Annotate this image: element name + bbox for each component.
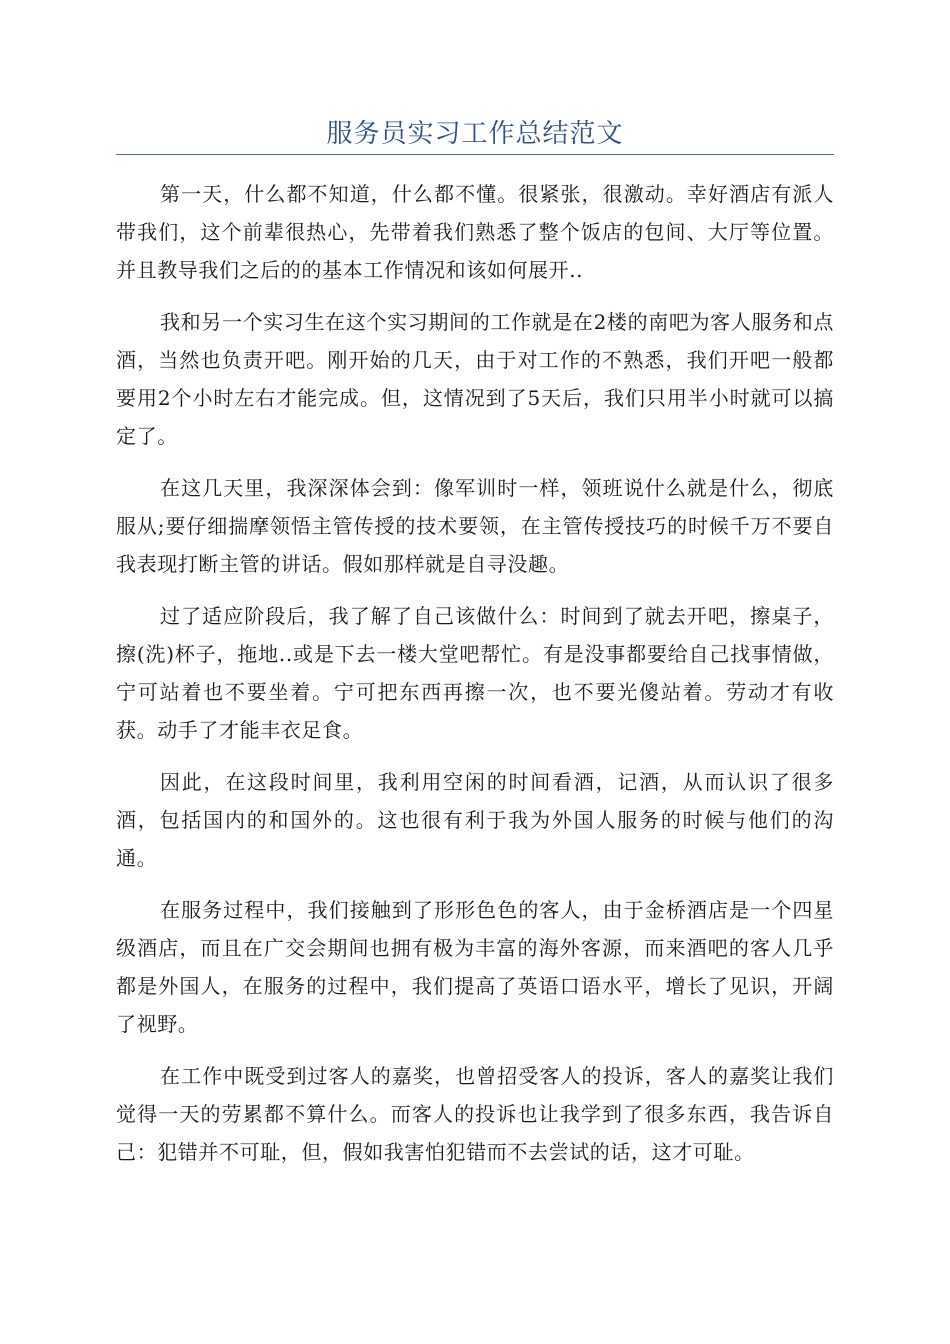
document-title: 服务员实习工作总结范文 xyxy=(326,119,624,149)
title-underline xyxy=(116,154,834,155)
paragraph-5: 因此，在这段时间里，我利用空闲的时间看酒，记酒，从而认识了很多酒，包括国内的和国外的。这也很有利于我为外国人服务的时候与他们的沟通。 xyxy=(116,770,834,870)
paragraph-7: 在工作中既受到过客人的嘉奖，也曾招受客人的投诉，客人的嘉奖让我们觉得一天的劳累都不算什么。而客人的投诉也让我学到了很多东西，我告诉自己：犯错并不可耻，但，假如我害怕犯错而不去尝试的话，这才可耻。 xyxy=(116,1064,834,1164)
paragraph-2: 我和另一个实习生在这个实习期间的工作就是在2楼的南吧为客人服务和点酒，当然也负责开吧。刚开始的几天，由于对工作的不熟悉，我们开吧一般都要用2个小时左右才能完成。但，这情况到了5天后，我们只用半小时就可以搞定了。 xyxy=(116,310,834,448)
paragraph-4: 过了适应阶段后，我了解了自己该做什么：时间到了就去开吧，擦桌子，擦(洗)杯子，拖地..或是下去一楼大堂吧帮忙。有是没事都要给自己找事情做，宁可站着也不要坐着。宁可把东西再擦一次，也不要光傻站着。劳动才有收获。动手了才能丰衣足食。 xyxy=(116,604,834,742)
paragraph-1: 第一天，什么都不知道，什么都不懂。很紧张，很激动。幸好酒店有派人带我们，这个前辈很热心，先带着我们熟悉了整个饭店的包间、大厅等位置。并且教导我们之后的的基本工作情况和该如何展开.. xyxy=(116,182,834,282)
document-body xyxy=(116,175,834,1171)
document-page xyxy=(116,0,834,1185)
paragraph-3: 在这几天里，我深深体会到：像军训时一样，领班说什么就是什么，彻底服从;要仔细揣摩领悟主管传授的技术要领，在主管传授技巧的时候千万不要自我表现打断主管的讲话。假如那样就是自寻没趣。 xyxy=(116,476,834,576)
paragraph-6: 在服务过程中，我们接触到了形形色色的客人，由于金桥酒店是一个四星级酒店，而且在广交会期间也拥有极为丰富的海外客源，而来酒吧的客人几乎都是外国人，在服务的过程中，我们提高了英语口语水平，增长了见识，开阔了视野。 xyxy=(116,898,834,1036)
